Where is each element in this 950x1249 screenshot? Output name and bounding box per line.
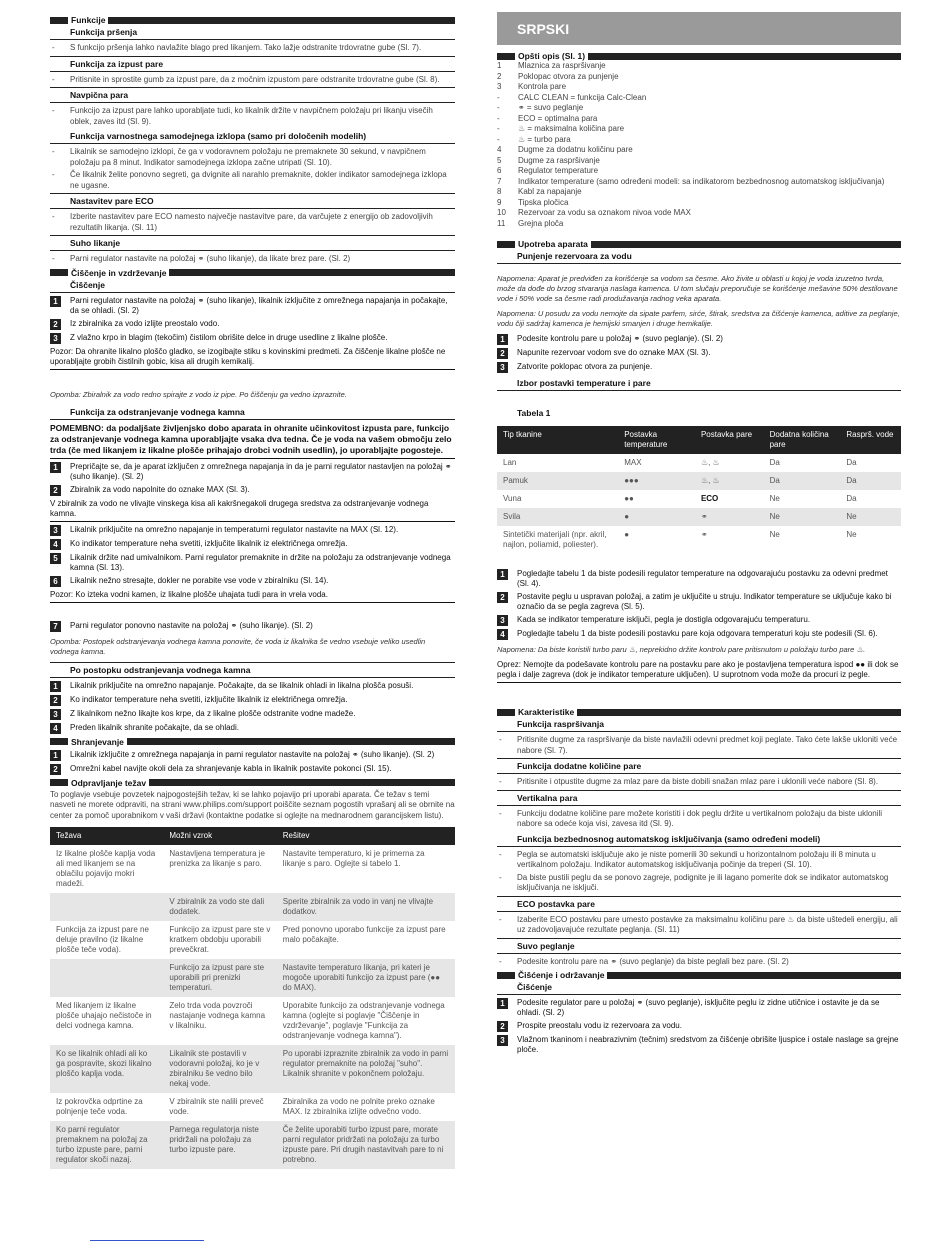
table-row [497,490,901,508]
description-item: - ♨ = turbo para [497,134,571,144]
table-cell: Iz likalne plošče kaplja voda ali med likanjem se na oblačilu pojavijo mokri madeži. [56,849,156,888]
subheading: Po postopku odstranjevanja vodnega kamna [50,662,455,678]
section-header-storage: Shranjevanje [50,737,455,747]
bullet-item: - Parni regulator nastavite na položaj ⚭ (suho likanje), da likate brez pare. (Sl. 2) [52,254,351,263]
subheading: Čišćenje [497,980,901,995]
table-cell: Da [846,494,857,503]
table-row [50,845,455,893]
general-description-list [497,61,901,229]
step-item: 3 Kada se indikator temperature isključi, pegla je dostigla odgovarajuću temperaturu. [497,615,901,626]
bullet-item: - Podesite kontrolu pare na ⚭ (suvo peglanje) da biste peglali bez pare. (Sl. 2) [499,956,789,966]
step-item: 4 Preden likalnik shranite počakajte, da se ohladi. [50,723,455,734]
note-text: Napomena: Da biste koristili turbo paru ♨, neprekidno držite kontrolu pare pritisnutom u položaju turbo pare ♨. [497,645,866,654]
table-cell: ● [618,508,695,526]
step-item: 2 Omrežni kabel navijte okoli dela za shranjevanje kabla in likalnik postavite pokonci (Sl. 15). [50,764,455,775]
table-cell: Po uporabi izpraznite zbiralnik za vodo in parni regulator premaknite na položaj "suho". Likalnik shranite v pokončnem položaju. [277,1045,455,1093]
table-header: Možni vzrok [163,827,276,845]
description-item: - ⚭ = suvo peglanje [497,103,584,112]
bullet-item: - Likalnik se samodejno izklopi, če ga v vodoravnem položaju ne premaknete 30 sekund, v navpičnem položaju pa 8 minut. Indikator samodejnega izklopa začne utripati (Sl. 10). [52,147,426,167]
section-header-general: Opšti opis (Sl. 1) [497,51,901,61]
troubleshooting-table [50,827,455,1169]
bullet-item: - Pritisnite i otpustite dugme za mlaz pare da biste dobili snažan mlaz pare i uklonili veće nabore (Sl. 8). [499,777,879,786]
description-item: 11 Grejna ploča [497,218,564,228]
section-header-troubleshooting: Odpravljanje težav [50,778,455,788]
step-item: 1 Pogledajte tabelu 1 da biste podesili regulator temperature na odgovarajuću postavku za odevni predmet (Sl. 4). [497,569,901,589]
right-column [497,12,901,1058]
table-header: Tip tkanine [497,426,618,454]
table-cell: V zbiralnik ste nalili preveč vode. [169,1097,264,1116]
bullet-item: - Če likalnik želite ponovno segreti, ga dvignite ali narahlo premaknite, dokler indikator samodejnega izklopa ne ugasne. [52,170,447,190]
description-item: 3 Kontrola pare [497,82,567,91]
step-item: 1 Parni regulator nastavite na položaj ⚭ (suho likanje), likalnik izključite z omrežnega napajanja in počakajte, da se ohladi. (Sl. 2) [50,296,455,316]
description-item: 8 Kabl za napajanje [497,187,582,196]
table-cell: ●● [624,494,634,503]
warning-text: Pozor: Da ohranite likalno ploščo gladko, se izogibajte stiku s kovinskimi predmeti. Za čiščenje likalne plošče ne uporabljajte grobih čistilnih gobic, kisa ali drugih kemikalij. [50,347,455,370]
step-item: 1 Podesite regulator pare u položaj ⚭ (suvo peglanje), isključite peglu iz zidne utičnice i ostavite je da se ohladi. (Sl. 2) [497,998,901,1018]
section-header-cleaning: Čišćenje i održavanje [497,970,901,980]
warning-text: Pozor: Ko izteka vodni kamen, iz likalne plošče uhajata tudi para in vrela voda. [50,590,455,603]
table-cell: Ko se likalnik ohladi ali ko ga pospravite, skozi likalno ploščo kaplja voda. [50,1045,163,1093]
table-cell [50,893,163,921]
step-item: 2 Postavite peglu u uspravan položaj, a zatim je uključite u struju. Indikator temperature se uključuje kako bi označio da se pegla zagreva (Sl. 5). [497,592,901,612]
subheading: Čiščenje [50,278,455,293]
subheading: Izbor postavki temperature i pare [497,376,901,391]
table-header: Postavka pare [695,426,764,454]
description-item: 9 Tipska pločica [497,197,569,207]
table-caption: Tabela 1 [517,408,551,418]
step-item: 2 Prospite preostalu vodu iz rezervoara za vodu. [497,1021,901,1032]
left-column [50,12,455,1169]
table-cell: MAX [624,458,642,467]
subheading: Funkcija dodatne količine pare [497,758,901,774]
table-cell: ♨, ♨ [695,472,764,490]
description-item: - ECO = optimalna para [497,113,598,123]
subheading: Funkcija za izpust pare [50,56,455,72]
step-item: 3 Zatvorite poklopac otvora za punjenje. [497,362,901,373]
table-row [497,508,901,526]
table-cell: Ne [840,508,901,526]
note-text: Opomba: Zbiralnik za vodo redno spirajte z vodo iz pipe. Po čiščenju ga vedno izpraznite. [50,389,347,399]
step-item: 3 Z vlažno krpo in blagim (tekočim) čistilom obrišite delce in druge usedline z likalne plošče. [50,333,455,344]
step-item: 4 Pogledajte tabelu 1 da biste podesili postavku pare koja odgovara temperaturi koju ste podesili (Sl. 6). [497,629,901,640]
subheading: Navpična para [50,87,455,103]
table-cell: ♨, ♨ [700,458,720,467]
table-header: Rešitev [277,827,455,845]
table-cell: Pamuk [497,472,618,490]
table-cell: Da [846,458,857,467]
table-cell: ECO [700,494,719,503]
subheading: Funkcija varnostnega samodejnega izklopa (samo pri določenih modelih) [50,129,455,144]
table-cell: Funkcijo za izpust pare ste v kratkem obdobju uporabili prevečkrat. [169,925,271,954]
description-item: 6 Regulator temperature [497,166,599,175]
note-text: Napomena: Aparat je predviđen za korišćenje sa vodom sa česme. Ako živite u oblasti u kojoj je voda izuzetno tvrda, može da dođe do brzog stvaranja naslaga kamenca. U tom slučaju preporučuje se korišćenje mešavine 50% destilovane vode i 50% vode sa česme radi produžavanja radnog veka aparata. [497,274,898,303]
note-text: Opomba: Postopek odstranjevanja vodnega kamna ponovite, če voda iz likalnika še vedno vsebuje veliko usedlin vodnega kamna. [50,636,426,656]
table-cell: ● [624,530,630,539]
table-cell: Ko parni regulator premaknem na položaj za turbo izpuste pare, parni regulator skoči nazaj. [50,1121,163,1169]
table-row [50,1093,455,1121]
table-cell: Funkcijo za izpust pare ste uporabili pri prenizki temperaturi. [163,959,276,997]
table-cell: Zbiralnika za vodo ne polnite preko oznake MAX. Iz zbiralnika izlijte odvečno vodo. [282,1097,435,1116]
step-item: 6 Likalnik nežno stresajte, dokler ne porabite vse vode v zbiralniku (Sl. 14). [50,576,455,587]
description-item: - ♨ = maksimalna količina pare [497,124,625,133]
subheading: Funkcija raspršivanja [497,717,901,732]
subheading: Punjenje rezervoara za vodu [497,249,901,264]
table-cell [50,959,163,997]
table-cell: Pred ponovno uporabo funkcije za izpust pare malo počakajte. [282,925,446,944]
step-item: 2 Zbiralnik za vodo napolnite do oznake MAX (Sl. 3). [50,485,455,496]
table-row [497,472,901,490]
step-item: 3 Vlažnom tkaninom i neabrazivnim (tečnim) sredstvom za čišćenje obrišite ljuspice i ostale naslage sa grejne ploče. [497,1035,901,1055]
table-cell: Sintetički materijali (npr. akril, najlon, poliamid, poliester). [503,530,607,549]
table-cell: Parnega regulatorja niste pridržali na položaju za turbo izpuste pare. [163,1121,276,1169]
table-cell: Ne [846,530,857,539]
subheading: Funkcija pršenja [50,25,455,40]
step-item: 2 Napunite rezervoar vodom sve do oznake MAX (Sl. 3). [497,348,901,359]
table-cell: ⚭ [700,530,708,539]
bullet-item: - Pritisnite in sprostite gumb za izpust pare, da z močnim izpustom pare odstranite trdovratne gube (Sl. 8). [52,74,440,84]
important-text: POMEMBNO: da podaljšate življenjsko dobo aparata in ohranite učinkovitost izpusta pare, funkcijo za odstranjevanje vodnega kamna uporabljajte vsaka dva tedna. Če je voda na vašem območju zelo trda (če med likanjem iz likalne plošče prihajajo drobci vodnih usedlin), jo uporabljajte pogosteje. [50,423,455,459]
section-header-use: Upotreba aparata [497,239,901,249]
description-item: 4 Dugme za dodatnu količinu pare [497,145,633,154]
table-header: Težava [50,827,163,845]
table-header: Rasprš. vode [840,426,901,454]
warning-text: V zbiralnik za vodo ne vlivajte vinskega kisa ali kakršnegakoli drugega sredstva za odstranjevanje vodnega kamna. [50,499,455,522]
caution-text: Oprez: Nemojte da podešavate kontrolu pare na postavku pare ako je postavljena temperatura ispod ●● ili dok se pegla i dalje zagreva (dok je indikator temperature uključen). U suprotnom voda može da procuri iz pegle. [497,660,901,683]
table-cell: Ne [764,508,841,526]
step-item: 4 Ko indikator temperature neha svetiti, izključite likalnik iz električnega omrežja. [50,539,455,550]
bullet-item: - Izberite nastavitev pare ECO namesto največje nastavitve pare, da varčujete z energijo ob zadovoljivih rezultatih likanja. (Sl. 11) [52,212,433,232]
table-cell: Ne [769,530,780,539]
description-item: 10 Rezervoar za vodu sa oznakom nivoa vode MAX [497,208,691,217]
troubleshooting-intro: To poglavje vsebuje povzetek najpogostejših težav, ki se lahko pojavijo pri uporabi aparata. Če težav s temi nasveti ne morete odpraviti, na strani www.philips.com/support poiščite seznam pogostih vprašanj ali se obrnite na center za pomoč uporabnikom v vaši državi (kontaktne podatke si oglejte na mednarodnem garancijskem listu). [50,789,455,820]
table-row [50,893,455,921]
subheading: Funkcija bezbednosnog automatskog isključivanja (samo određeni modeli) [497,832,901,847]
step-item: 5 Likalnik držite nad umivalnikom. Parni regulator premaknite in držite na položaju za odstranjevanje vodnega kamna (Sl. 13). [50,553,455,573]
table-cell: Nastavite temperaturo likanja, pri kateri je mogoče uporabiti funkcijo za izpust pare (●● do MAX). [277,959,455,997]
bullet-item: - Funkciju dodatne količine pare možete koristiti i dok peglu držite u vertikalnom položaju da biste uklonili nabore sa odeće koja visi, zavesa itd (Sl. 9). [499,808,883,828]
subheading: Funkcija za odstranjevanje vodnega kamna [50,405,455,420]
table-cell: Ne [769,494,780,503]
table-cell: Nastavljena temperatura je prenizka za likanje s paro. [169,849,265,868]
table-cell: V zbiralnik za vodo ste dali dodatek. [163,893,276,921]
description-item: 1 Mlaznica za raspršivanje [497,61,606,70]
subheading: Suho likanje [50,235,455,251]
note-text: Napomena: U posudu za vodu nemojte da sipate parfem, sirće, štirak, sredstva za čišćenje kamenca, aditive za peglanje, vodu čiji sadržaj kamenca je hemijski smanjen i druge hemikalije. [497,309,900,328]
step-item: 2 Ko indikator temperature neha svetiti, izključite likalnik iz električnega omrežja. [50,695,455,706]
section-header-functions: Funkcije [50,15,455,25]
step-item: 3 Likalnik priključite na omrežno napajanje in temperaturni regulator nastavite na MAX (Sl. 12). [50,525,455,536]
table-cell: Da [840,472,901,490]
description-item: 7 Indikator temperature (samo određeni modeli: sa indikatorom bezbednosnog automatskog isključivanja) [497,176,885,186]
bullet-item: - Izaberite ECO postavku pare umesto postavke za maksimalnu količinu pare ♨ da biste uštedeli energiju, ali uz zadovoljavajuće rezultate peglanja. (Sl. 11) [499,914,898,934]
step-item: 3 Z likalnikom nežno likajte kos krpe, da z likalne plošče odstranite vodne madeže. [50,709,455,720]
subheading: Suvo peglanje [497,938,901,954]
table-cell: Svila [497,508,618,526]
table-cell: Uporabite funkcijo za odstranjevanje vodnega kamna (oglejte si poglavje "Čiščenje in vzdrževanje", poglavje "Funkcija za odstranjevanje vodnega kamna"). [282,1001,445,1040]
subheading: Vertikalna para [497,790,901,806]
subheading: Nastavitev pare ECO [50,193,455,209]
bullet-item: - Da biste pustili peglu da se ponovo zagreje, podignite je ili lagano pomerite dok se indikator automatskog isključivanja ne isključi. [499,872,889,892]
description-item: 5 Dugme za raspršivanje [497,155,600,165]
bullet-item: - Pritisnite dugme za raspršivanje da biste navlažili odevni predmet koji peglate. Tako ćete lakše ukloniti veće nabore (Sl. 7). [499,735,898,755]
settings-table [497,426,901,554]
description-item: 2 Poklopac otvora za punjenje [497,71,619,81]
table-cell: ●●● [618,472,695,490]
table-row [50,921,455,959]
table-header: Postavka temperature [618,426,695,454]
footer-rule [90,1240,204,1241]
table-cell: Zelo trda voda povzroči nastajanje vodnega kamna v likalniku. [169,1001,266,1030]
subheading: ECO postavka pare [497,896,901,912]
section-header-cleaning: Čiščenje in vzdrževanje [50,268,455,278]
table-row [50,959,455,997]
step-item: 1 Likalnik priključite na omrežno napajanje. Počakajte, da se likalnik ohladi in likalna plošča posuši. [50,681,455,692]
step-item: 2 Iz zbiralnika za vodo izlijte preostalo vodo. [50,319,455,330]
table-row [50,997,455,1045]
table-row [50,1121,455,1169]
table-cell: Likalnik ste postavili v vodoravni položaj, ko je v zbiralniku še vedno bilo nekaj vode. [163,1045,276,1093]
step-item: 1 Likalnik izključite z omrežnega napajanja in parni regulator nastavite na položaj ⚭ (suho likanje). (Sl. 2) [50,750,455,761]
table-cell: Iz pokrovčka odprtine za polnjenje teče voda. [56,1097,143,1116]
step-item: 1 Prepričajte se, da je aparat izključen z omrežnega napajanja in da je parni regulator nastavljen na položaj ⚭ (suho likanje). (Sl. 2) [50,462,455,482]
bullet-item: - S funkcijo pršenja lahko navlažite blago pred likanjem. Tako lažje odstranite trdovratne gube (Sl. 7). [52,43,422,52]
table-cell: Da [769,458,780,467]
table-cell: Lan [503,458,517,467]
description-item: - CALC CLEAN = funkcija Calc-Clean [497,92,647,102]
table-cell: Če želite uporabiti turbo izpust pare, morate parni regulator pridržati na položaju za turbo izpuste pare. Pri drugih nastavitvah pare to ni potrebno. [277,1121,455,1169]
step-item: 1 Podesite kontrolu pare u položaj ⚭ (suvo peglanje). (Sl. 2) [497,334,901,345]
table-cell: Da [764,472,841,490]
table-row [497,454,901,472]
table-cell: Vuna [503,494,522,503]
language-band: SRPSKI [497,12,901,45]
table-row [50,1045,455,1093]
table-cell: Funkcija za izpust pare ne deluje pravilno (iz likalne plošče teče voda). [56,925,149,954]
table-cell: Med likanjem iz likalne plošče uhajajo nečistoče in delci vodnega kamna. [56,1001,152,1030]
section-header-features: Karakteristike [497,707,901,717]
table-header: Dodatna količina pare [764,426,841,454]
table-cell: Nastavite temperaturo, ki je primerna za likanje s paro. Oglejte si tabelo 1. [282,849,425,868]
bullet-item: - Pegla se automatski isključuje ako je niste pomerili 30 sekundi u horizontalnom položaju ili 8 minuta u vertikalnom položaju. Indikator automatskog isključivanja počinje da treperi (Sl. 10). [499,849,876,869]
bullet-item: - Funkcijo za izpust pare lahko uporabljate tudi, ko likalnik držite v navpičnem položaju pri likanju visečih oblek, zaves itd (Sl. 9). [52,106,433,126]
table-row [497,526,901,554]
table-cell: ⚭ [695,508,764,526]
table-cell: Sperite zbiralnik za vodo in vanj ne vlivajte dodatkov. [277,893,455,921]
step-item: 7 Parni regulator ponovno nastavite na položaj ⚭ (suho likanje). (Sl. 2) [50,621,455,632]
